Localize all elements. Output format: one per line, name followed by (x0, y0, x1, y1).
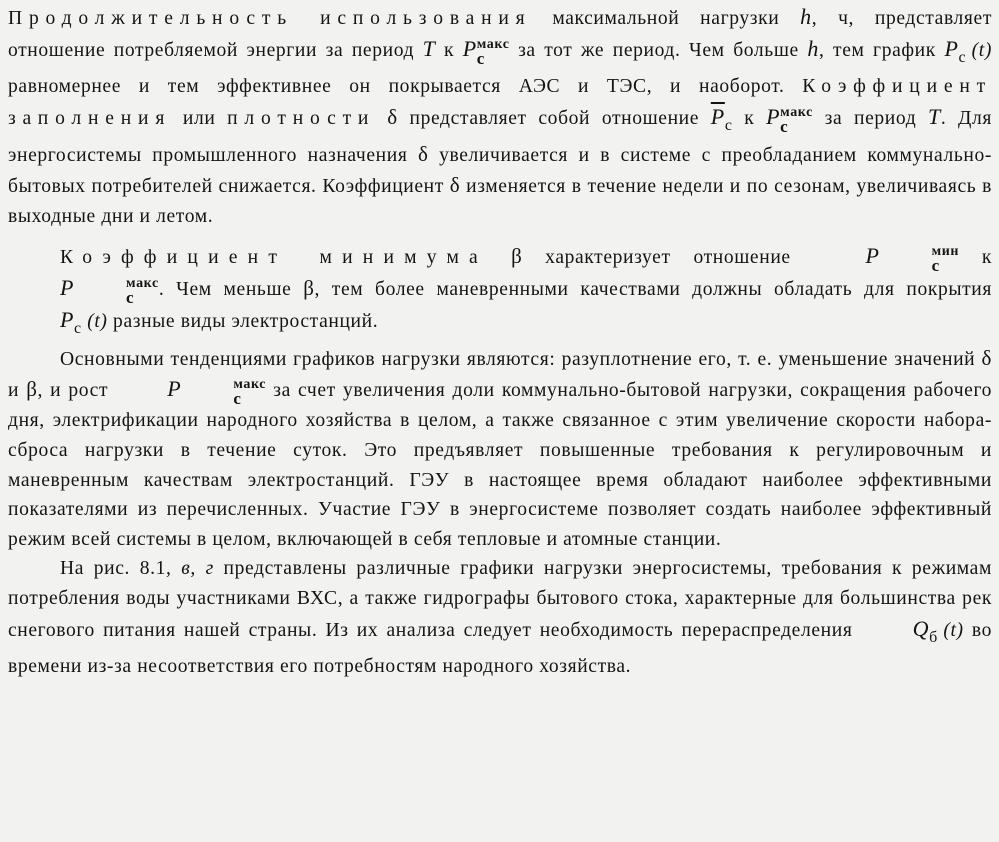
text-run: характеризует отношение (522, 247, 814, 269)
formula-symbol (463, 34, 510, 66)
text-run: равномернее и тем эффективнее он покрывается АЭС и ТЭС, и наоборот. (8, 76, 803, 98)
paragraph-1 (8, 2, 992, 231)
formula-base: P (766, 103, 781, 129)
term-emphasis: плотности (227, 107, 376, 129)
formula-base: P (462, 35, 477, 61)
text-symbol: β (487, 244, 523, 269)
text-run: разные виды электростанций. (107, 311, 379, 333)
formula-subscript: б (929, 628, 938, 646)
text-run: к (732, 107, 767, 129)
formula-base: P (167, 376, 182, 402)
formula-base: P (60, 307, 75, 333)
formula-base: $\overline{P}$ (710, 103, 725, 129)
text-run: , и рост (37, 380, 116, 402)
formula-base: P (865, 243, 880, 269)
text-symbol: T (422, 35, 436, 61)
formula-superscript: мин (931, 244, 960, 260)
formula-symbol (8, 273, 159, 308)
paragraph-4 (8, 554, 992, 681)
document-page (8, 2, 992, 840)
formula-superscript: макс (476, 36, 510, 52)
formula-base: Q (912, 615, 930, 641)
formula-argument: (t) (966, 39, 992, 61)
formula-base: P (60, 275, 75, 301)
formula-symbol (814, 241, 960, 276)
text-run: к (435, 39, 463, 61)
text-run: На рис. 8.1, (60, 558, 182, 580)
formula-subscript: с (931, 256, 940, 276)
text-symbol: β (303, 276, 315, 301)
text-run: , тем более маневренными качествами должны обладать для покрытия (314, 279, 992, 301)
formula-symbol (711, 102, 733, 141)
text-run: за период (812, 107, 928, 129)
formula-symbol (115, 374, 267, 409)
formula-argument: (t) (81, 311, 108, 333)
formula-symbol (766, 102, 813, 134)
formula-subscript: с (126, 288, 135, 308)
formula-subscript: с (958, 48, 967, 66)
text-run: , тем график (819, 39, 945, 61)
text-run: . Чем меньше (158, 279, 304, 301)
term-emphasis: Коэффициент минимума (60, 247, 488, 269)
text-run: или (171, 107, 228, 129)
text-symbol: T (928, 103, 941, 129)
formula-base: P (944, 35, 959, 61)
text-symbol: β (26, 377, 38, 402)
formula-superscript: макс (126, 276, 159, 292)
paragraph-2 (8, 241, 992, 344)
text-run: за тот же период. Чем больше (509, 39, 808, 61)
text-run: представлены различные графики нагрузки энергосистемы, требования к режимам потребления воды участниками ВХС, а также гидрографы бытового стока, характерные для большинства рек снегового питания нашей страны. Из их анализа следует необходимость перераспределения (8, 558, 992, 641)
formula-subscript: с (74, 320, 82, 338)
text-run: и (8, 380, 27, 402)
formula-symbol (861, 614, 964, 653)
text-run: к (959, 247, 993, 269)
text-run: Основными тенденциями графиков нагрузки являются: разуплотнение его, т. е. уменьшение значений (60, 348, 982, 370)
formula-indices (477, 38, 510, 66)
formula-argument: (t) (937, 619, 964, 641)
text-symbol: в, г (181, 558, 214, 580)
formula-subscript: с (724, 116, 733, 134)
paragraph-3 (8, 344, 992, 555)
term-emphasis: Продолжительность использования (8, 8, 532, 29)
term-emphasis: Коэффициент заполнения (8, 76, 992, 129)
text-run: увеличивается и в системе с преобладанием коммунально-бытовых потребителей снижается. Коэффициент (8, 145, 992, 197)
text-run: изменяется в течение недели и по сезонам, увеличиваясь в выходные дни и летом. (8, 175, 992, 227)
formula-superscript: макс (233, 377, 267, 393)
formula-indices (880, 244, 960, 276)
text-run: за счет увеличения доли коммунально-бытовой нагрузки, сокращения рабочего дня, электрификации народного хозяйства в целом, а также связанное с этим увеличение скорости набора-сброса нагрузки в течение суток. Это предъявляет повышенные требования к регулировочным и маневренным качествам электростанций. ГЭУ в настоящее время обладают наиболее эффективными показателями из перечисленных. Участие ГЭУ в энергосистеме позволяет создать наиболее эффективный режим всей системы в целом, включающей в себя тепловые и атомные станции. (8, 380, 992, 550)
text-symbol: h (800, 4, 812, 29)
text-symbol: δ (449, 172, 461, 197)
text-symbol: δ (375, 104, 398, 129)
text-run: . Для энергосистемы промышленного назначения (8, 107, 993, 167)
formula-subscript: с (476, 48, 485, 68)
text-symbol: h (807, 35, 819, 61)
formula-indices (181, 377, 267, 409)
text-run: представляет собой отношение (397, 107, 711, 129)
text-run: , ч, представляет отношение потребляемой энергии за период (8, 8, 993, 61)
text-symbol: δ (981, 345, 992, 370)
formula-subscript: с (233, 389, 242, 409)
formula-symbol (944, 34, 992, 73)
formula-subscript: с (780, 116, 789, 136)
formula-superscript: макс (780, 104, 813, 120)
text-symbol: δ (418, 142, 429, 167)
formula-symbol (8, 305, 108, 344)
formula-indices (780, 106, 813, 134)
text-run: максимальной нагрузки (531, 8, 801, 29)
formula-indices (74, 276, 159, 308)
text-run: во времени из-за несоответствия его потребностям народного хозяйства. (8, 619, 992, 678)
